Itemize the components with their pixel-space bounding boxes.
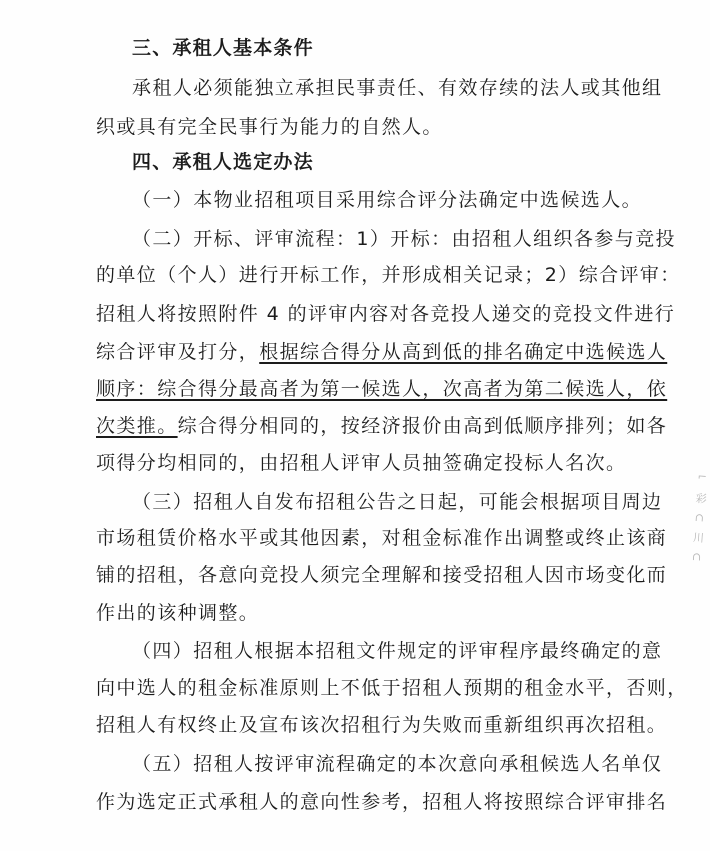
paragraph-line: [96, 339, 668, 365]
paragraph-line: 招租人将按照附件 4 的评审内容对各竞投人递交的竞投文件进行: [96, 303, 676, 325]
paragraph-line: [96, 376, 668, 402]
paragraph-line: （三）招租人自发布招租公告之日起，可能会根据项目周边: [132, 491, 663, 513]
section-heading-4: 四、承租人选定办法: [132, 151, 314, 173]
underlined-text: 根据综合得分从高到低的排名确定中选候选人: [259, 341, 668, 363]
paragraph-line: 承租人必须能独立承担民事责任、有效存续的法人或其他组: [132, 77, 663, 99]
paragraph-line: （四）招租人根据本招租文件规定的评审程序最终确定的意: [132, 640, 663, 662]
paragraph-line: 招租人有权终止及宣布该次招租行为失败而重新组织再次招租。: [96, 714, 668, 736]
plain-text: 综合评审及打分，: [96, 341, 260, 363]
paragraph-line: 项得分均相同的，由招租人评审人员抽签确定投标人名次。: [96, 452, 627, 474]
side-stamp: ⌐ 彩 ⊂ 川 ⊂: [689, 469, 710, 565]
paragraph-line: （一）本物业招租项目采用综合评分法确定中选候选人。: [132, 189, 643, 211]
paragraph-line: [96, 413, 668, 439]
paragraph-line: 向中选人的租金标准原则上不低于招租人预期的租金水平，否则，: [96, 677, 688, 699]
underlined-text: 顺序：综合得分最高者为第一候选人，次高者为第二候选人，依: [96, 378, 668, 400]
paragraph-line: 织或具有完全民事行为能力的自然人。: [96, 116, 443, 138]
paragraph-line: 作出的该种调整。: [96, 602, 260, 624]
paragraph-line: （二）开标、评审流程：1）开标：由招租人组织各参与竞投: [132, 228, 676, 250]
paragraph-line: （五）招租人按评审流程确定的本次意向承租候选人名单仅: [132, 753, 663, 775]
underlined-text: 次类推。: [96, 415, 178, 437]
paragraph-line: 的单位（个人）进行开标工作，并形成相关记录；2）综合评审：: [96, 264, 681, 286]
paragraph-line: 铺的招租，各意向竞投人须完全理解和接受招租人因市场变化而: [96, 564, 668, 586]
plain-text: 综合得分相同的，按经济报价由高到低顺序排列；如各: [177, 415, 668, 437]
section-heading-3: 三、承租人基本条件: [132, 37, 314, 59]
paragraph-line: 作为选定正式承租人的意向性参考，招租人将按照综合评审排名: [96, 791, 668, 813]
paragraph-line: 市场租赁价格水平或其他因素，对租金标准作出调整或终止该商: [96, 527, 668, 549]
